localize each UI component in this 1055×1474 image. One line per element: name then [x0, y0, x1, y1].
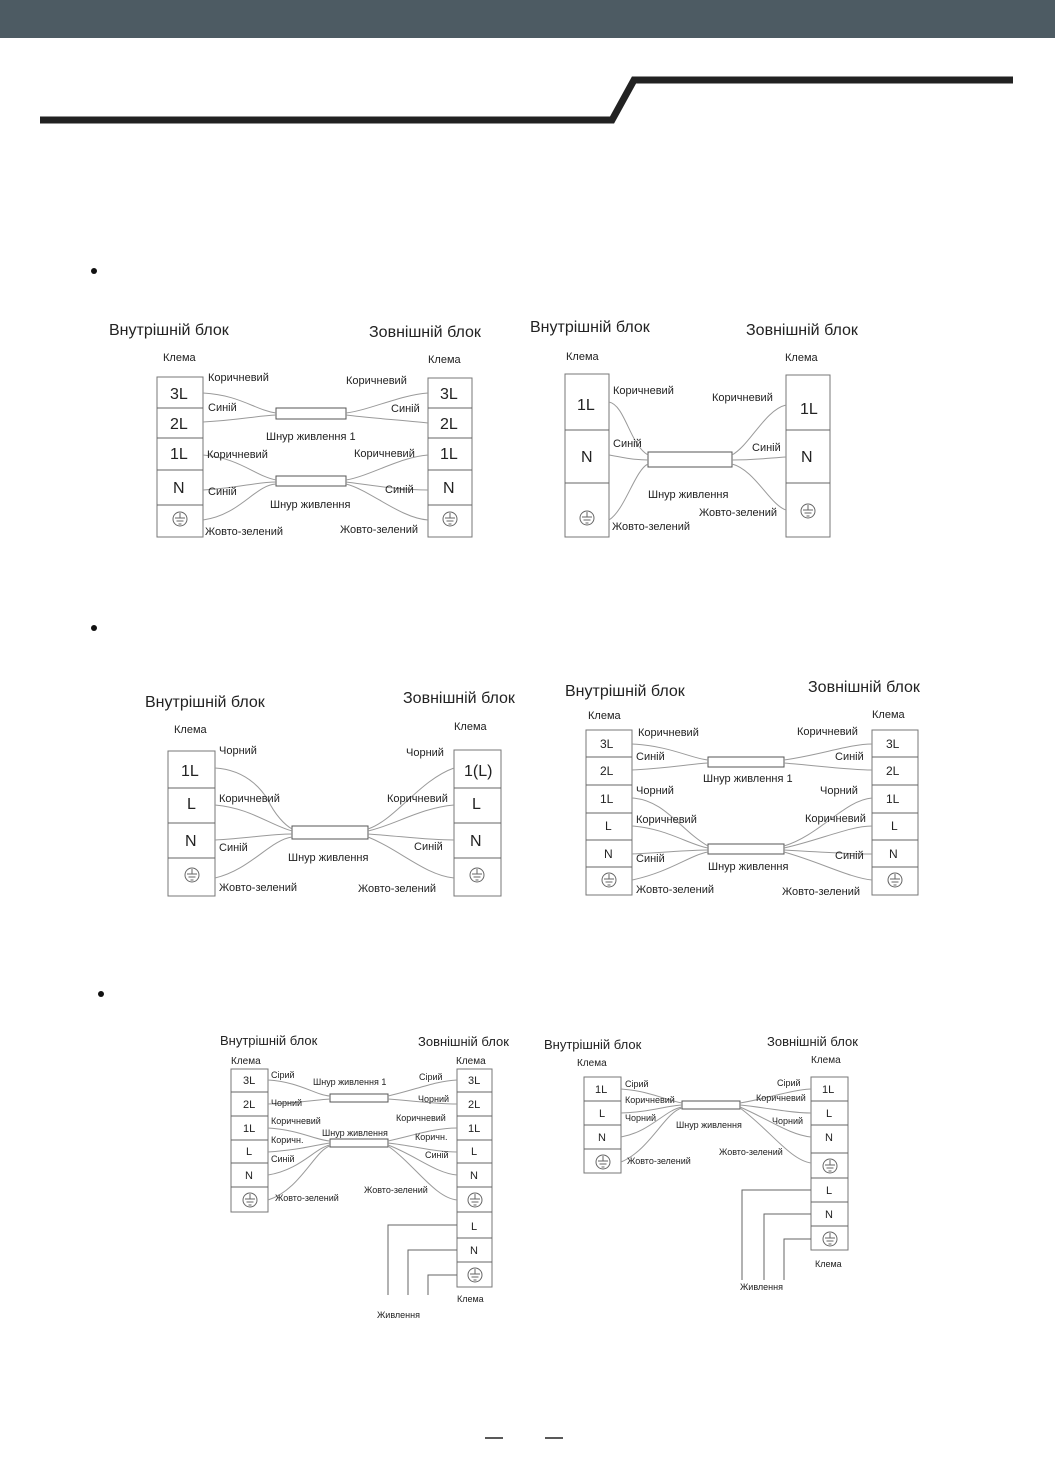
terminal-label: Клема — [174, 724, 207, 736]
terminal-1L: 1L — [243, 1123, 256, 1135]
wire-label: Жовто-зелений — [636, 884, 715, 896]
indoor-title: Внутрішній блок — [109, 322, 229, 339]
wire-label: Коричневий — [712, 392, 773, 404]
terminal-1L: 1L — [600, 792, 614, 806]
cord-label: Шнур живлення — [288, 852, 369, 864]
terminal-label: Клема — [815, 1259, 842, 1269]
cord-label: Шнур живлення 1 — [266, 431, 356, 443]
terminal-3L: 3L — [243, 1075, 256, 1087]
wire-label: Синій — [835, 850, 864, 862]
terminal-label: Клема — [811, 1055, 841, 1066]
wire-label: Коричневий — [805, 813, 866, 825]
indoor-title: Внутрішній блок — [544, 1037, 642, 1052]
terminal-3L: 3L — [170, 386, 188, 403]
terminal-1Lp: 1(L) — [464, 763, 493, 780]
wire-label: Коричн. — [415, 1132, 448, 1142]
terminal-L: L — [826, 1185, 833, 1197]
wire-label: Коричневий — [207, 449, 268, 461]
wire-label: Чорний — [772, 1116, 804, 1126]
wire-label: Коричневий — [387, 793, 448, 805]
wire-label: Коричневий — [354, 448, 415, 460]
terminal-1L: 1L — [181, 763, 199, 780]
terminal-2L: 2L — [886, 764, 900, 778]
terminal-label: Клема — [577, 1058, 607, 1069]
terminal-2L: 2L — [170, 416, 188, 433]
terminal-label: Клема — [566, 351, 599, 363]
wire-label: Синій — [271, 1154, 295, 1164]
wire-label: Синій — [636, 853, 665, 865]
wire-label: Жовто-зелений — [358, 883, 437, 895]
wire-label: Жовто-зелений — [219, 882, 298, 894]
wire-label: Жовто-зелений — [719, 1147, 783, 1157]
terminal-2L: 2L — [440, 416, 458, 433]
terminal-2L: 2L — [600, 764, 614, 778]
wire-label: Коричневий — [271, 1116, 321, 1126]
wire-label: Жовто-зелений — [205, 526, 284, 538]
wire-label: Коричневий — [636, 814, 697, 826]
wire-label: Коричневий — [219, 793, 280, 805]
wire-label: Чорний — [219, 745, 257, 757]
wire-label: Сірий — [625, 1079, 649, 1089]
terminal-N: N — [581, 449, 593, 466]
diagram-c — [145, 690, 516, 896]
diagram-f — [544, 1034, 858, 1292]
terminal-1L: 1L — [822, 1084, 835, 1096]
wire-label: Коричневий — [638, 727, 699, 739]
terminal-N: N — [470, 833, 482, 850]
wire-label: Коричневий — [613, 385, 674, 397]
cord-label: Шнур живлення — [708, 861, 789, 873]
terminal-L: L — [472, 796, 481, 813]
wire-label: Чорний — [406, 747, 444, 759]
power-label: Живлення — [740, 1282, 783, 1292]
wire-label: Жовто-зелений — [364, 1185, 428, 1195]
terminal-label: Клема — [785, 352, 818, 364]
wire-label: Сірий — [419, 1072, 443, 1082]
wire-label: Чорний — [625, 1113, 657, 1123]
cord-label: Шнур живлення 1 — [313, 1077, 387, 1087]
wire-label: Синій — [752, 442, 781, 454]
terminal-N: N — [825, 1132, 833, 1144]
terminal-N: N — [245, 1170, 253, 1182]
wire-label: Жовто-зелений — [612, 521, 691, 533]
terminal-3L: 3L — [600, 737, 614, 751]
terminal-1L: 1L — [440, 446, 458, 463]
wire-label: Сірий — [271, 1070, 295, 1080]
terminal-1L: 1L — [800, 401, 818, 418]
outdoor-title: Зовнішній блок — [403, 690, 515, 707]
wire-label: Коричн. — [271, 1135, 304, 1145]
wire-label: Чорний — [271, 1098, 303, 1108]
wire-label: Синій — [425, 1150, 449, 1160]
cord-label: Шнур живлення — [648, 489, 729, 501]
wire-label: Коричневий — [208, 372, 269, 384]
wire-label: Коричневий — [346, 375, 407, 387]
terminal-3L: 3L — [440, 386, 458, 403]
wire-label: Коричневий — [756, 1093, 806, 1103]
cord-label: Шнур живлення — [676, 1120, 742, 1130]
wire-label: Синій — [835, 751, 864, 763]
outdoor-title: Зовнішній блок — [808, 679, 920, 696]
wire-label: Сірий — [777, 1078, 801, 1088]
diagram-b — [530, 319, 859, 537]
terminal-N: N — [185, 833, 197, 850]
terminal-N: N — [825, 1209, 833, 1221]
terminal-N: N — [889, 847, 898, 861]
wire-label: Синій — [208, 402, 237, 414]
terminal-L: L — [187, 796, 196, 813]
terminal-1L: 1L — [577, 397, 595, 414]
terminal-N: N — [443, 480, 455, 497]
terminal-label: Клема — [457, 1294, 484, 1304]
terminal-label: Клема — [454, 721, 487, 733]
wire-label: Коричневий — [396, 1113, 446, 1123]
wire-label: Жовто-зелений — [340, 524, 419, 536]
wire-label: Жовто-зелений — [782, 886, 861, 898]
terminal-N: N — [470, 1170, 478, 1182]
terminal-N: N — [604, 847, 613, 861]
terminal-L: L — [599, 1108, 606, 1120]
indoor-title: Внутрішній блок — [565, 683, 685, 700]
wire-label: Жовто-зелений — [627, 1156, 691, 1166]
wire-label: Синій — [414, 841, 443, 853]
terminal-1L: 1L — [170, 446, 188, 463]
terminal-label: Клема — [456, 1056, 486, 1067]
outdoor-title: Зовнішній блок — [369, 324, 481, 341]
diagram-a — [109, 322, 482, 538]
terminal-2L: 2L — [468, 1099, 481, 1111]
wire-label: Синій — [385, 484, 414, 496]
outdoor-title: Зовнішній блок — [746, 322, 858, 339]
cord-label: Шнур живлення — [322, 1128, 388, 1138]
terminal-label: Клема — [588, 710, 621, 722]
wire-label: Чорний — [418, 1094, 450, 1104]
terminal-L: L — [246, 1146, 253, 1158]
terminal-label: Клема — [163, 352, 196, 364]
wire-label: Чорний — [636, 785, 674, 797]
terminal-label: Клема — [428, 354, 461, 366]
terminal-1L: 1L — [468, 1123, 481, 1135]
wire-label: Жовто-зелений — [275, 1193, 339, 1203]
terminal-1L: 1L — [595, 1084, 608, 1096]
terminal-3L: 3L — [886, 737, 900, 751]
terminal-label: Клема — [231, 1056, 261, 1067]
power-label: Живлення — [377, 1310, 420, 1320]
outdoor-title: Зовнішній блок — [418, 1034, 509, 1049]
wire-label: Синій — [208, 486, 237, 498]
terminal-L: L — [471, 1146, 478, 1158]
wire-label: Синій — [391, 403, 420, 415]
terminal-L: L — [471, 1221, 478, 1233]
wire-label: Коричневий — [797, 726, 858, 738]
cord-label: Шнур живлення 1 — [703, 773, 793, 785]
terminal-N: N — [470, 1245, 478, 1257]
diagram-d — [565, 679, 921, 898]
terminal-N: N — [598, 1132, 606, 1144]
wire-label: Синій — [613, 438, 642, 450]
indoor-title: Внутрішній блок — [145, 694, 265, 711]
wire-label: Синій — [219, 842, 248, 854]
terminal-L: L — [605, 819, 612, 833]
terminal-3L: 3L — [468, 1075, 481, 1087]
outdoor-title: Зовнішній блок — [767, 1034, 858, 1049]
terminal-N: N — [173, 480, 185, 497]
terminal-L: L — [826, 1108, 833, 1120]
wire-label: Коричневий — [625, 1095, 675, 1105]
terminal-1L: 1L — [886, 792, 900, 806]
diagram-e — [220, 1033, 509, 1320]
terminal-label: Клема — [872, 709, 905, 721]
cord-label: Шнур живлення — [270, 499, 351, 511]
indoor-title: Внутрішній блок — [530, 319, 650, 336]
terminal-L: L — [891, 819, 898, 833]
wire-label: Синій — [636, 751, 665, 763]
terminal-2L: 2L — [243, 1099, 256, 1111]
wire-label: Жовто-зелений — [699, 507, 778, 519]
page-number-marks — [485, 1432, 575, 1444]
wire-label: Чорний — [820, 785, 858, 797]
terminal-N: N — [801, 449, 813, 466]
indoor-title: Внутрішній блок — [220, 1033, 318, 1048]
